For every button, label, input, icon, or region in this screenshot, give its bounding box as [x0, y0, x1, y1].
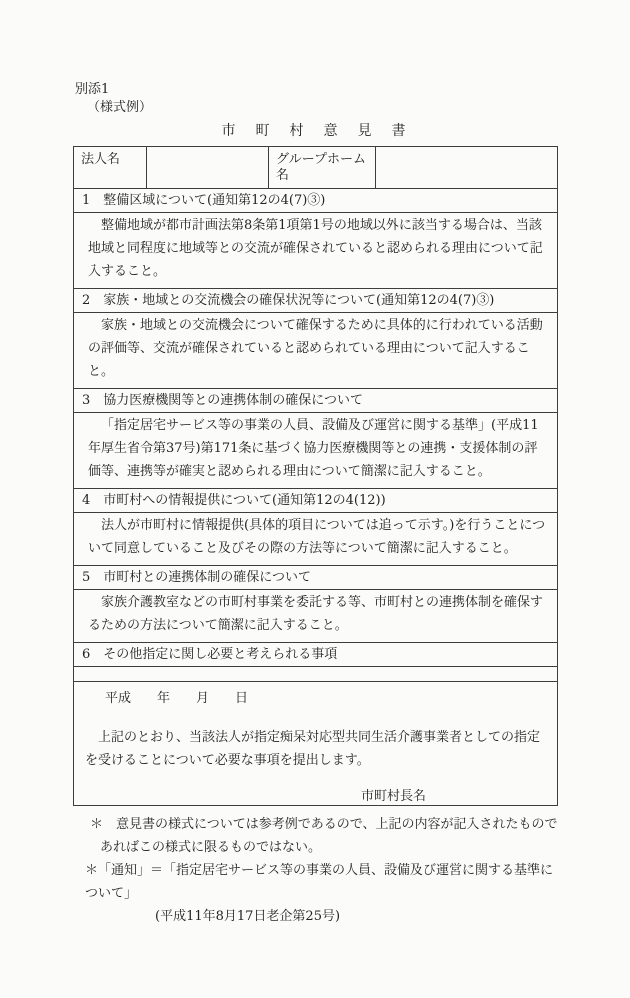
footnotes [73, 813, 565, 928]
section-2-title-row [74, 289, 558, 313]
section-6-title-row [74, 643, 558, 667]
section-6-title: 6 その他指定に関し必要と考えられる事項 [74, 643, 558, 667]
section-2-body-row [74, 313, 558, 389]
section-5-title: 5 市町村との連携体制の確保について [74, 566, 558, 590]
section-1-body-row [74, 213, 558, 289]
section-5-title-row [74, 566, 558, 590]
section-3-title-row [74, 389, 558, 413]
section-3-body: 「指定居宅サービス等の事業の人員、設備及び運営に関する基準」(平成11年厚生省令第37号)第171条に基づく協力医療機関等との連携・支援体制の評価等、連携等が確実と認められる理由について簡潔に記入すること。 [74, 413, 558, 489]
footnote-format: ＊ 意見書の様式については参考例であるので、上記の内容が記入されたものであればこの様式に限るものではない。 [90, 817, 558, 855]
corporate-name-field[interactable] [147, 147, 269, 189]
document-title: 市 町 村 意 見 書 [221, 123, 409, 139]
name-header-row [74, 147, 558, 189]
mayor-name-label: 市町村長名 [361, 789, 427, 804]
section-1-title: 1 整備区域について(通知第12の4(7)③) [74, 189, 558, 213]
section-5-body-row [74, 590, 558, 643]
section-4-body-row [74, 513, 558, 566]
footnote-notice-reference: (平成11年8月17日老企第25号) [155, 909, 341, 924]
corporate-name-label: 法人名 [74, 147, 147, 189]
footer-row [74, 682, 558, 806]
section-1-body: 整備地域が都市計画法第8条第1項第1号の地域以外に該当する場合は、当該地域と同程度に地域等との交流が確保されていると認められる理由について記入すること。 [74, 213, 558, 289]
section-3-body-row [74, 413, 558, 489]
section-4-title: 4 市町村への情報提供について(通知第12の4(12)) [74, 489, 558, 513]
section-4-title-row [74, 489, 558, 513]
section-6-body-row [74, 667, 558, 682]
section-2-body: 家族・地域との交流機会について確保するために具体的に行われている活動の評価等、交流が確保されていると認められている理由について記入すること。 [74, 313, 558, 389]
attachment-label: 別添1 [75, 82, 110, 97]
group-home-name-label: グループホーム名 [269, 147, 376, 189]
opinion-form-table [73, 146, 558, 806]
footnote-notice-definition: ＊「通知」＝「指定居宅サービス等の事業の人員、設備及び運営に関する基準について」 [85, 863, 554, 901]
date-line[interactable]: 平成 年 月 日 [105, 691, 249, 706]
section-1-title-row [74, 189, 558, 213]
group-home-name-field[interactable] [376, 147, 558, 189]
footer-cell [74, 682, 558, 806]
section-3-title: 3 協力医療機関等との連携体制の確保について [74, 389, 558, 413]
format-example-label: （様式例） [87, 100, 153, 115]
section-2-title: 2 家族・地域との交流機会の確保状況等について(通知第12の4(7)③) [74, 289, 558, 313]
section-4-body: 法人が市町村に情報提供(具体的項目については追って示す。)を行うことについて同意していること及びその際の方法等について簡潔に記入すること。 [74, 513, 558, 566]
submission-statement: 上記のとおり、当該法人が指定痴呆対応型共同生活介護事業者としての指定を受けることについて必要な事項を提出します。 [85, 730, 541, 768]
section-6-fill-area[interactable] [74, 667, 558, 682]
section-5-body: 家族介護教室などの市町村事業を委託する等、市町村との連携体制を確保するための方法について簡潔に記入すること。 [74, 590, 558, 643]
document-page [0, 82, 630, 998]
